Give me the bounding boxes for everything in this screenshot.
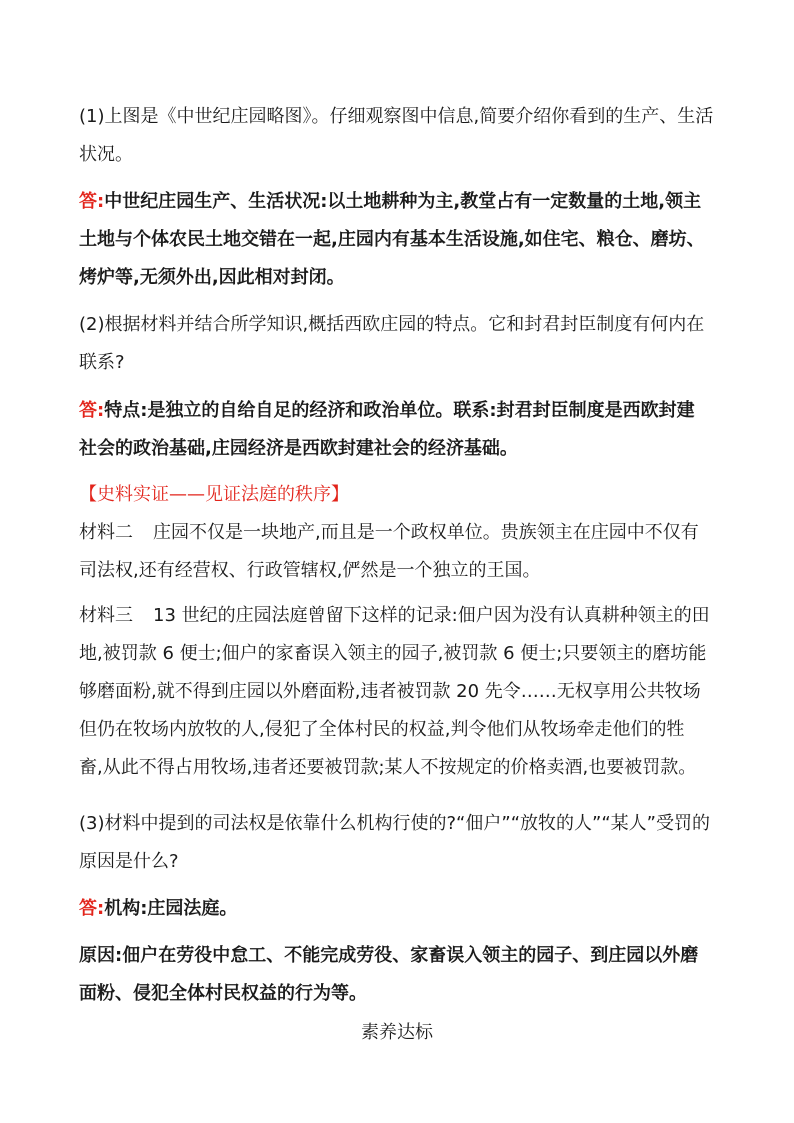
question-3-line-1: (3)材料中提到的司法权是依靠什么机构行使的?“佃户”“放牧的人”“某人”受罚的: [79, 813, 710, 834]
answer-1-line-3: 烤炉等,无须外出,因此相对封闭。: [79, 267, 345, 288]
answer-2-label: 答:: [79, 400, 105, 421]
answer-3-line-1: 机构:庄园法庭。: [104, 898, 238, 919]
answer-2-line-1: 特点:是独立的自给自足的经济和政治单位。联系:封君封臣制度是西欧封建: [104, 400, 695, 421]
answer-3-label: 答:: [79, 898, 105, 919]
material-3-line-3: 够磨面粉,就不得到庄园以外磨面粉,违者被罚款 20 先令……无权享用公共牧场: [79, 681, 701, 702]
answer-1-line-1: 中世纪庄园生产、生活状况:以土地耕种为主,教堂占有一定数量的土地,领主: [104, 191, 702, 212]
question-2-line-1: (2)根据材料并结合所学知识,概括西欧庄园的特点。它和封君封臣制度有何内在: [79, 314, 705, 335]
question-1-line-2: 状况。: [79, 144, 133, 165]
section-title: 【史料实证——见证法庭的秩序】: [79, 484, 349, 505]
question-1-line-1: (1)上图是《中世纪庄园略图》。仔细观察图中信息,简要介绍你看到的生产、生活: [79, 106, 714, 127]
material-2-label: 材料二: [79, 522, 133, 543]
material-3-line-2: 地,被罚款 6 便士;佃户的家畜误入领主的园子,被罚款 6 便士;只要领主的磨坊能: [79, 643, 707, 664]
material-3: [79, 597, 719, 787]
answer-1-label: 答:: [79, 191, 105, 212]
question-2: [79, 306, 719, 382]
answer-3-line-2: 原因:佃户在劳役中怠工、不能完成劳役、家畜误入领主的园子、到庄园以外磨: [79, 945, 699, 966]
answer-2: [79, 392, 719, 468]
material-3-label: 材料三: [79, 605, 133, 626]
answer-1: [79, 183, 719, 297]
material-3-line-4: 但仍在牧场内放牧的人,侵犯了全体村民的权益,判令他们从牧场牵走他们的牲: [79, 719, 685, 740]
question-3-line-2: 原因是什么?: [79, 851, 179, 872]
section-header: [79, 476, 719, 514]
answer-3-line-3: 面粉、侵犯全体村民权益的行为等。: [79, 983, 367, 1004]
material-2-line-1: 庄园不仅是一块地产,而且是一个政权单位。贵族领主在庄园中不仅有: [153, 522, 699, 543]
material-2: [79, 514, 719, 590]
question-3: [79, 805, 719, 881]
question-2-line-2: 联系?: [79, 352, 125, 373]
answer-1-line-2: 土地与个体农民土地交错在一起,庄园内有基本生活设施,如住宅、粮仓、磨坊、: [79, 229, 705, 250]
answer-2-line-2: 社会的政治基础,庄园经济是西欧封建社会的经济基础。: [79, 438, 518, 459]
answer-3: [79, 890, 719, 1013]
material-3-line-1: 13 世纪的庄园法庭曾留下这样的记录:佃户因为没有认真耕种领主的田: [153, 605, 710, 626]
section-footer-title: 素养达标: [361, 1022, 433, 1043]
question-1: [79, 98, 719, 174]
material-3-line-5: 畜,从此不得占用牧场,违者还要被罚款;某人不按规定的价格卖酒,也要被罚款。: [79, 757, 697, 778]
material-2-line-2: 司法权,还有经营权、行政管辖权,俨然是一个独立的王国。: [79, 560, 541, 581]
